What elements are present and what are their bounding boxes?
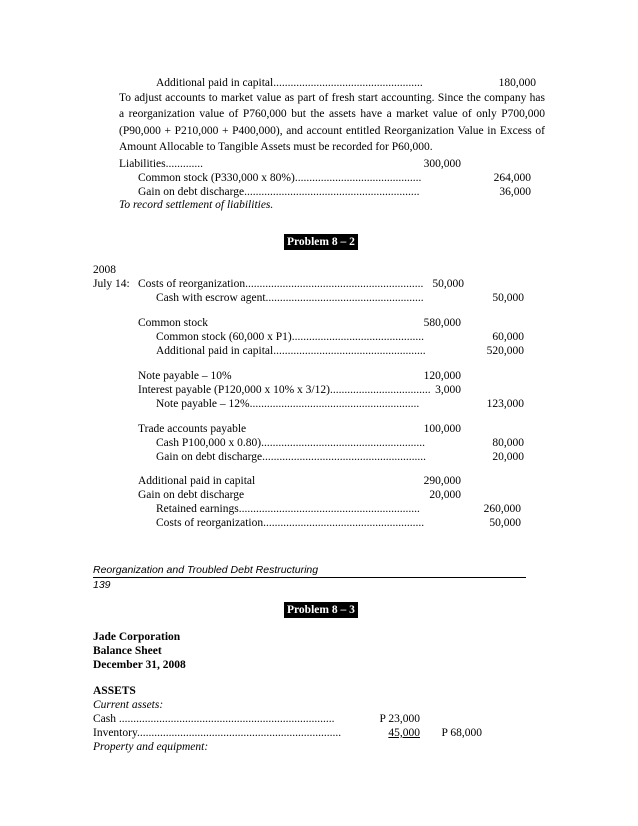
journal-amount: 290,000 <box>423 475 461 487</box>
journal-row: Note payable – 10% <box>138 370 232 382</box>
company-name: Jade Corporation <box>93 631 181 643</box>
journal-amount: 60,000 <box>492 331 524 343</box>
cash-row: Cash ........................................................................... <box>93 713 335 725</box>
problem-8-3-header: Problem 8 – 3 <box>284 602 358 618</box>
journal-amount: 100,000 <box>423 423 461 435</box>
ppe-label: Property and equipment: <box>93 741 209 753</box>
journal-row: Costs of reorganization.............................................................. <box>138 278 424 290</box>
journal-row: Common stock (60,000 x P1).............................................. <box>156 331 425 343</box>
statement-date: December 31, 2008 <box>93 659 186 671</box>
statement-title: Balance Sheet <box>93 645 162 657</box>
fresh-start-paragraph: To adjust accounts to market value as part of fresh start accounting. Since the company has a reorganization value of P760,000 but the assets have a market value of only P700,000 (P90,000 + P210,000 + P400,000), and account entitled Reorganization Value in Excess of Amount Allocable to Tangible Assets must be recorded for P60,000. <box>119 92 545 154</box>
journal-amount: 260,000 <box>483 503 521 515</box>
inventory-amount: 45,000 <box>388 727 420 739</box>
liabilities-amount: 300,000 <box>423 158 461 170</box>
footer-title-text: Reorganization and Troubled Debt Restructuring <box>93 564 319 576</box>
journal-amount: 50,000 <box>492 292 524 304</box>
assets-heading: ASSETS <box>93 685 136 697</box>
year-label: 2008 <box>93 264 116 276</box>
liabilities-entry: Liabilities............. <box>119 158 204 170</box>
apic-amount: 180,000 <box>498 77 536 89</box>
journal-row: Trade accounts payable <box>138 423 247 435</box>
current-assets-label: Current assets: <box>93 699 164 711</box>
journal-row: Note payable – 12%........................................................... <box>156 398 420 410</box>
journal-row: Cash with escrow agent....................................................... <box>156 292 424 304</box>
journal-amount: 20,000 <box>429 489 461 501</box>
journal-row: Gain on debt discharge......................................................... <box>156 451 427 463</box>
journal-amount: 123,000 <box>486 398 524 410</box>
problem-8-2-header: Problem 8 – 2 <box>284 234 358 250</box>
date-label: July 14: <box>93 278 130 290</box>
journal-row: Additional paid in capital <box>138 475 256 487</box>
gain-amount: 36,000 <box>499 186 531 198</box>
memo-line: To record settlement of liabilities. <box>119 199 274 211</box>
journal-amount: 580,000 <box>423 317 461 329</box>
journal-row: Cash P100,000 x 0.80)......................................................... <box>156 437 425 449</box>
cash-amount: P 23,000 <box>379 713 420 725</box>
journal-amount: 50,000 <box>489 517 521 529</box>
journal-row: Common stock <box>138 317 208 329</box>
journal-row: Additional paid in capital..................................................... <box>156 345 426 357</box>
journal-amount: 520,000 <box>486 345 524 357</box>
journal-row: Interest payable (P120,000 x 10% x 3/12)................................... <box>138 384 431 396</box>
journal-row: Gain on debt discharge <box>138 489 245 501</box>
journal-row: Retained earnings............................................................... <box>156 503 420 515</box>
page-number: 139 <box>93 579 111 591</box>
total-current-assets: P 68,000 <box>441 727 482 739</box>
inventory-row: Inventory....................................................................... <box>93 727 342 739</box>
journal-amount: 3,000 <box>435 384 461 396</box>
common-stock-amount: 264,000 <box>493 172 531 184</box>
common-stock-entry: Common stock (P330,000 x 80%)............................................ <box>138 172 422 184</box>
gain-entry: Gain on debt discharge............................................................. <box>138 186 420 198</box>
journal-amount: 50,000 <box>432 278 464 290</box>
journal-amount: 120,000 <box>423 370 461 382</box>
journal-amount: 20,000 <box>492 451 524 463</box>
footer-title <box>93 564 526 578</box>
apic-entry: Additional paid in capital.................................................... <box>156 77 423 89</box>
journal-amount: 80,000 <box>492 437 524 449</box>
journal-row: Costs of reorganization........................................................ <box>156 517 425 529</box>
